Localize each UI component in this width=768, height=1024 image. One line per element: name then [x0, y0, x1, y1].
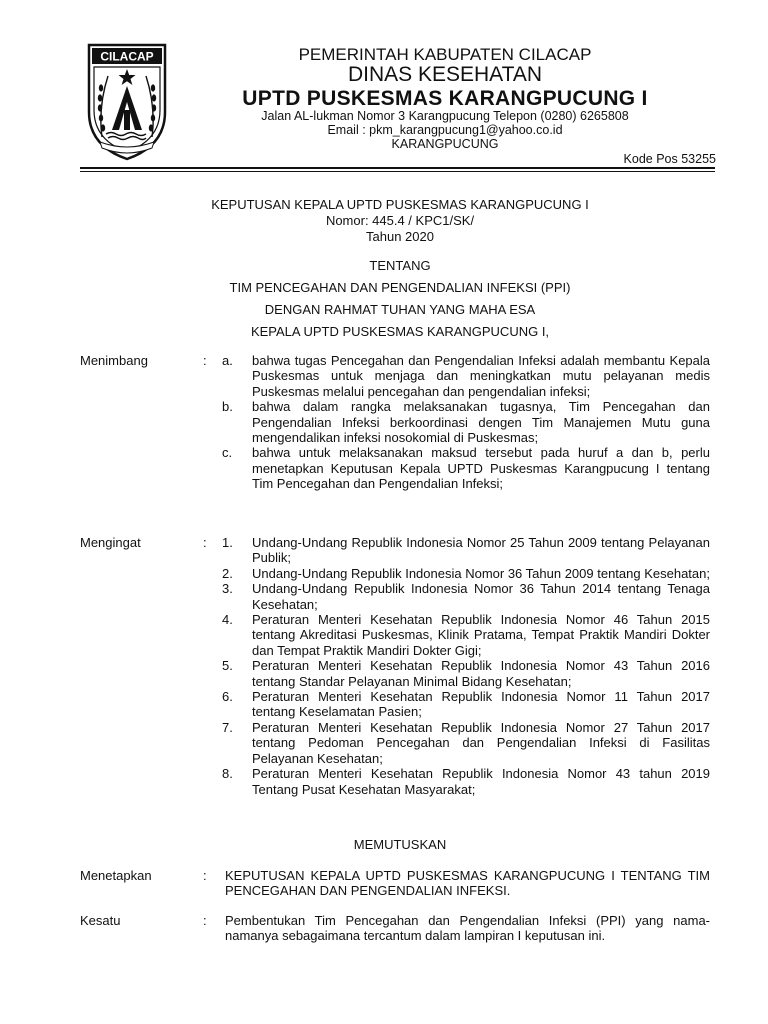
- email-line: Email : pkm_karangpucung1@yahoo.co.id: [327, 123, 563, 137]
- item-text: bahwa tugas Pencegahan dan Pengendalian Infeksi adalah membantu Kepala Puskesmas untuk menjaga dan meningkatkan mutu pelayanan medis Puskesmas melalui pencegahan dan pengendalian infeksi;: [252, 353, 710, 399]
- list-item: [222, 566, 710, 581]
- list-item: [222, 689, 710, 720]
- decree-subject: TIM PENCEGAHAN DAN PENGENDALIAN INFEKSI (PPI): [229, 280, 571, 295]
- list-item: [222, 612, 710, 658]
- item-text: Undang-Undang Republik Indonesia Nomor 36 Tahun 2009 tentang Kesehatan;: [252, 565, 710, 581]
- mengingat-colon: :: [203, 535, 207, 550]
- item-marker: 4.: [222, 612, 233, 628]
- list-item: [222, 535, 710, 566]
- decree-title: KEPUTUSAN KEPALA UPTD PUSKESMAS KARANGPUCUNG I: [211, 197, 589, 212]
- list-item: [222, 581, 710, 612]
- item-text: bahwa dalam rangka melaksanakan tugasnya, Tim Pencegahan dan Pengendalian Infeksi berkoordinasi dengen Tim Manajemen Mutu guna mengendalikan infeksi nosokomial di Puskesmas;: [252, 399, 710, 446]
- logo-lettering: CILACAP: [100, 49, 154, 64]
- item-marker: 2.: [222, 565, 233, 581]
- decree-number: Nomor: 445.4 / KPC1/SK/: [325, 213, 475, 228]
- unit-name: UPTD PUSKESMAS KARANGPUCUNG I: [242, 87, 648, 110]
- item-text: Undang-Undang Republik Indonesia Nomor 25 Tahun 2009 tentang Pelayanan Publik;: [252, 535, 710, 566]
- list-item: [222, 399, 710, 445]
- item-text: Peraturan Menteri Kesehatan Republik Indonesia Nomor 11 Tahun 2017 tentang Keselamatan Pasien;: [252, 689, 710, 720]
- item-marker: 5.: [222, 658, 233, 674]
- cilacap-emblem-logo: [86, 42, 168, 162]
- menetapkan-label: Menetapkan: [80, 868, 152, 883]
- mengingat-list: [222, 535, 710, 797]
- kesatu-label: Kesatu: [80, 913, 121, 928]
- letterhead-divider-thin: [80, 171, 715, 172]
- kesatu-text: Pembentukan Tim Pencegahan dan Pengendalian Infeksi (PPI) yang nama-namanya sebagaimana tercantum dalam lampiran I keputusan ini.: [225, 913, 710, 944]
- item-text: Peraturan Menteri Kesehatan Republik Indonesia Nomor 27 Tahun 2017 tentang Pedoman Pencegahan dan Pengendalian Infeksi di Fasilitas Pelayanan Kesehatan;: [252, 719, 710, 766]
- government-name: PEMERINTAH KABUPATEN CILACAP: [298, 45, 592, 64]
- item-marker: 8.: [222, 766, 233, 782]
- item-text: Peraturan Menteri Kesehatan Republik Indonesia Nomor 46 Tahun 2015 tentang Akreditasi Puskesmas, Klinik Pratama, Tempat Praktik Mandiri Dokter dan Tempat Praktik Mandiri Dokter Gigi;: [252, 612, 710, 658]
- list-item: [222, 658, 710, 689]
- item-marker: 3.: [222, 581, 233, 597]
- town-line: KARANGPUCUNG: [391, 137, 499, 151]
- item-marker: 6.: [222, 689, 233, 705]
- blessing-line: DENGAN RAHMAT TUHAN YANG MAHA ESA: [264, 302, 536, 317]
- item-text: Undang-Undang Republik Indonesia Nomor 36 Tahun 2014 tentang Tenaga Kesehatan;: [252, 581, 710, 612]
- decree-year: Tahun 2020: [366, 229, 434, 244]
- item-marker: 1.: [222, 535, 233, 550]
- item-marker: 7.: [222, 719, 233, 735]
- item-text: Peraturan Menteri Kesehatan Republik Indonesia Nomor 43 Tahun 2016 tentang Standar Pelayanan Minimal Bidang Kesehatan;: [252, 658, 710, 689]
- item-marker: b.: [222, 399, 233, 415]
- menimbang-colon: :: [203, 353, 207, 368]
- about-label: TENTANG: [369, 258, 431, 273]
- menetapkan-colon: :: [203, 868, 207, 883]
- menimbang-list: [222, 353, 710, 492]
- menimbang-label: Menimbang: [80, 353, 148, 368]
- letterhead-divider: [80, 167, 715, 169]
- item-marker: c.: [222, 445, 233, 461]
- list-item: [222, 720, 710, 766]
- item-text: Peraturan Menteri Kesehatan Republik Indonesia Nomor 43 tahun 2019 Tentang Pusat Kesehatan Masyarakat;: [252, 766, 710, 797]
- list-item: [222, 766, 710, 797]
- kesatu-colon: :: [203, 913, 207, 928]
- mengingat-label: Mengingat: [80, 535, 141, 550]
- postal-code: Kode Pos 53255: [623, 152, 716, 166]
- item-text: bahwa untuk melaksanakan maksud tersebut pada huruf a dan b, perlu menetapkan Keputusan Kepala UPTD Puskesmas Karangpucung I tentang Tim Pencegahan dan Pengendalian Infeksi;: [252, 445, 710, 492]
- list-item: [222, 353, 710, 399]
- issuer-line: KEPALA UPTD PUSKESMAS KARANGPUCUNG I,: [250, 324, 550, 339]
- address-line: Jalan AL-lukman Nomor 3 Karangpucung Telepon (0280) 6265808: [261, 109, 629, 123]
- department-name: DINAS KESEHATAN: [347, 63, 543, 86]
- decision-heading: MEMUTUSKAN: [353, 837, 447, 852]
- list-item: [222, 445, 710, 491]
- item-marker: a.: [222, 353, 233, 368]
- menetapkan-text: KEPUTUSAN KEPALA UPTD PUSKESMAS KARANGPUCUNG I TENTANG TIM PENCEGAHAN DAN PENGENDALIAN INFEKSI.: [225, 868, 710, 899]
